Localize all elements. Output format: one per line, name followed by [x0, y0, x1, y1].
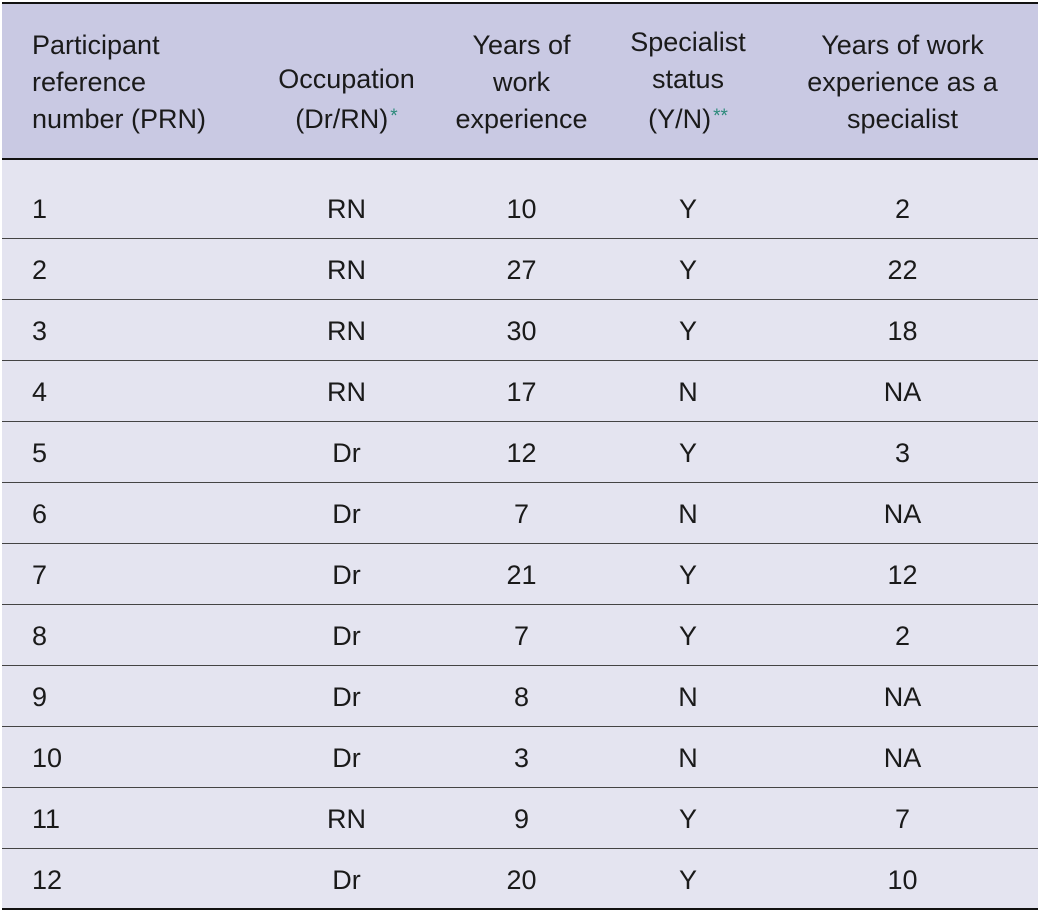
table-row: [2, 848, 1038, 909]
participant-table-container: [2, 2, 1038, 910]
cell-specialist-status: Y: [609, 787, 767, 848]
cell-years-experience: 27: [434, 238, 609, 299]
table-row: [2, 421, 1038, 482]
table-row: [2, 360, 1038, 421]
header-line: experience: [455, 104, 588, 134]
cell-years-experience: 3: [434, 726, 609, 787]
cell-years-specialist: 2: [767, 604, 1038, 665]
cell-years-specialist: 22: [767, 238, 1038, 299]
cell-specialist-status: Y: [609, 421, 767, 482]
header-line: experience as a: [807, 67, 998, 97]
header-line: Participant: [32, 30, 160, 60]
participant-table: [2, 2, 1038, 910]
cell-years-specialist: 10: [767, 848, 1038, 909]
cell-prn: 7: [2, 543, 259, 604]
cell-years-specialist: NA: [767, 482, 1038, 543]
cell-occupation: Dr: [259, 543, 434, 604]
table-row: [2, 726, 1038, 787]
header-line: work: [492, 67, 550, 97]
cell-years-experience: 20: [434, 848, 609, 909]
cell-prn: 3: [2, 299, 259, 360]
cell-occupation: Dr: [259, 421, 434, 482]
cell-prn: 8: [2, 604, 259, 665]
cell-years-experience: 12: [434, 421, 609, 482]
header-line: reference: [32, 67, 147, 97]
footnote-marker: **: [713, 106, 728, 127]
table-row: [2, 543, 1038, 604]
header-line: (Dr/RN): [295, 104, 389, 134]
cell-occupation: RN: [259, 299, 434, 360]
header-line: specialist: [846, 104, 959, 134]
cell-specialist-status: Y: [609, 159, 767, 238]
cell-occupation: RN: [259, 360, 434, 421]
cell-occupation: Dr: [259, 482, 434, 543]
cell-specialist-status: Y: [609, 543, 767, 604]
cell-specialist-status: Y: [609, 848, 767, 909]
cell-prn: 12: [2, 848, 259, 909]
header-row: [2, 3, 1038, 159]
table-row: [2, 787, 1038, 848]
cell-prn: 9: [2, 665, 259, 726]
table-row: [2, 604, 1038, 665]
header-occupation: [259, 3, 434, 159]
cell-years-experience: 10: [434, 159, 609, 238]
header-years-experience: [434, 3, 609, 159]
cell-years-experience: 7: [434, 604, 609, 665]
cell-prn: 2: [2, 238, 259, 299]
table-row: [2, 299, 1038, 360]
header-specialist-status: [609, 3, 767, 159]
header-line: Specialist: [630, 27, 746, 57]
cell-occupation: RN: [259, 159, 434, 238]
table-row: [2, 482, 1038, 543]
cell-prn: 5: [2, 421, 259, 482]
cell-occupation: RN: [259, 238, 434, 299]
cell-years-specialist: NA: [767, 665, 1038, 726]
cell-years-experience: 7: [434, 482, 609, 543]
header-line: Occupation: [278, 64, 415, 94]
cell-specialist-status: Y: [609, 299, 767, 360]
cell-occupation: Dr: [259, 726, 434, 787]
header-line: Years of: [472, 30, 571, 60]
header-line: status: [651, 64, 725, 94]
table-row: [2, 159, 1038, 238]
header-line: Years of work: [821, 30, 984, 60]
table-header: [2, 3, 1038, 159]
cell-prn: 4: [2, 360, 259, 421]
cell-years-specialist: 18: [767, 299, 1038, 360]
cell-occupation: Dr: [259, 604, 434, 665]
cell-prn: 10: [2, 726, 259, 787]
cell-prn: 11: [2, 787, 259, 848]
cell-years-specialist: 2: [767, 159, 1038, 238]
cell-years-experience: 30: [434, 299, 609, 360]
header-line: (Y/N): [648, 104, 712, 134]
cell-years-experience: 21: [434, 543, 609, 604]
footnote-marker: *: [390, 106, 398, 127]
cell-years-specialist: 12: [767, 543, 1038, 604]
table-row: [2, 665, 1038, 726]
header-years-specialist: [767, 3, 1038, 159]
cell-specialist-status: N: [609, 360, 767, 421]
cell-specialist-status: N: [609, 665, 767, 726]
cell-specialist-status: N: [609, 726, 767, 787]
cell-years-specialist: 7: [767, 787, 1038, 848]
cell-years-specialist: NA: [767, 726, 1038, 787]
cell-specialist-status: Y: [609, 238, 767, 299]
cell-specialist-status: N: [609, 482, 767, 543]
cell-specialist-status: Y: [609, 604, 767, 665]
table-body: [2, 159, 1038, 909]
table-row: [2, 238, 1038, 299]
cell-occupation: Dr: [259, 665, 434, 726]
cell-prn: 6: [2, 482, 259, 543]
cell-prn: 1: [2, 159, 259, 238]
cell-occupation: RN: [259, 787, 434, 848]
header-line: number (PRN): [32, 104, 207, 134]
cell-occupation: Dr: [259, 848, 434, 909]
cell-years-specialist: NA: [767, 360, 1038, 421]
cell-years-specialist: 3: [767, 421, 1038, 482]
header-prn: [2, 3, 259, 159]
cell-years-experience: 9: [434, 787, 609, 848]
cell-years-experience: 17: [434, 360, 609, 421]
cell-years-experience: 8: [434, 665, 609, 726]
